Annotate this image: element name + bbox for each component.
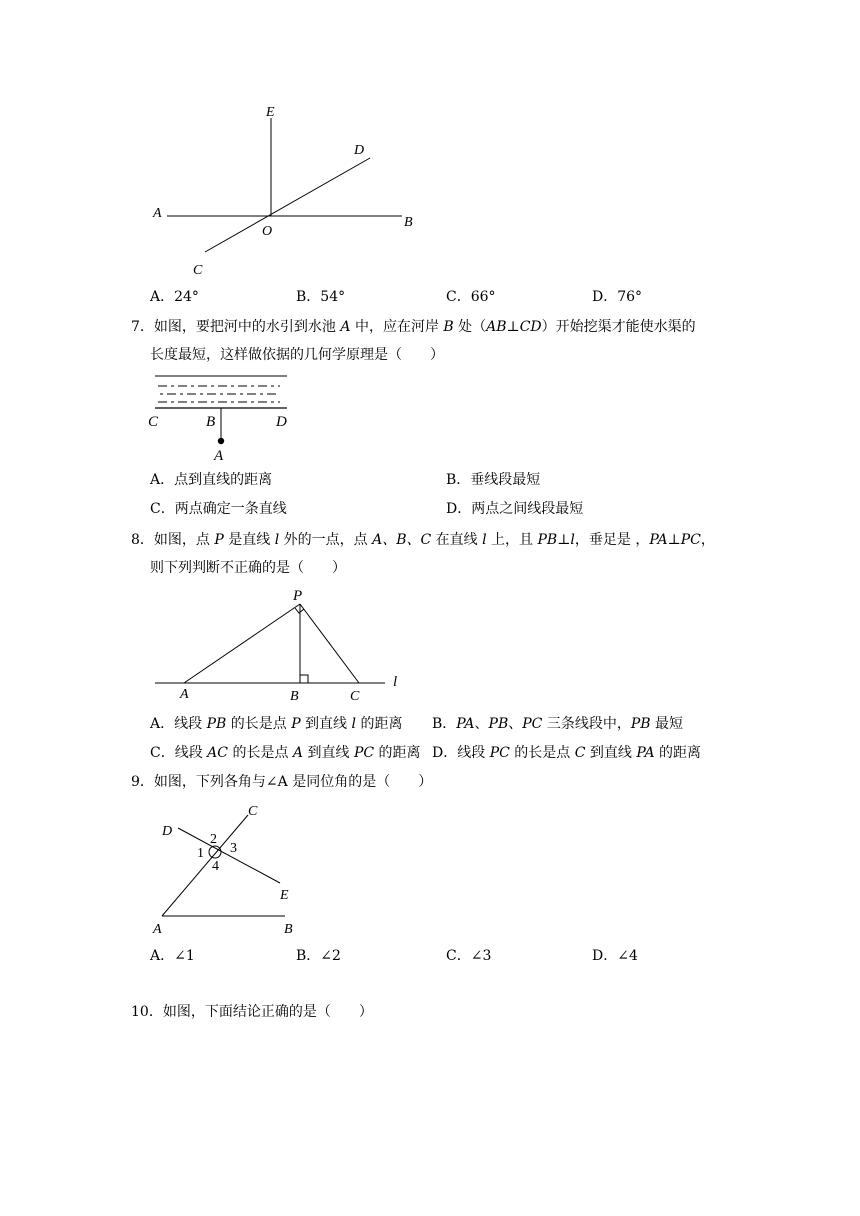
q6-label-b: B: [404, 215, 413, 230]
q9-number: 9．: [131, 774, 154, 790]
q9-line-ac: [162, 815, 248, 916]
q6-line-cd: [205, 158, 370, 252]
q8-label-c: C: [350, 689, 360, 702]
q10-question: 10．如图，下面结论正确的是（ ）: [131, 1004, 373, 1020]
q7-label-a: A: [214, 448, 224, 464]
q6-option-b: B．54°: [296, 289, 346, 305]
q7-option-c: C．两点确定一条直线: [150, 501, 287, 517]
q6-option-d: D．76°: [592, 289, 643, 305]
q8-figure: [140, 582, 410, 702]
q8-segment-pa: [184, 604, 300, 683]
q8-label-p: P: [293, 588, 303, 604]
q6-label-e: E: [266, 105, 275, 120]
q9-label-e: E: [280, 888, 289, 903]
q8-segment-pc: [300, 604, 359, 683]
q9-option-c: C．∠3: [446, 948, 492, 964]
q6-label-a: A: [153, 206, 162, 221]
q9-option-b: B．∠2: [296, 948, 341, 964]
q6-option-a: A．24°: [150, 289, 199, 305]
q9-line-de: [178, 828, 280, 883]
q9-label-c: C: [248, 804, 258, 819]
q6-label-c: C: [193, 263, 203, 278]
q8-right-angle-b: [300, 675, 308, 683]
q9-angle-1: 1: [197, 846, 204, 861]
q7-question-line2: 长度最短，这样做依据的几何学原理是（ ）: [150, 347, 444, 363]
q6-label-o: O: [262, 224, 273, 239]
q7-label-b: B: [206, 414, 216, 430]
q7-label-d: D: [276, 414, 287, 430]
q6-figure: [140, 100, 430, 280]
q6-option-c: C．66°: [446, 289, 496, 305]
q7-option-d: D．两点之间线段最短: [446, 501, 584, 517]
q7-option-b: B．垂线段最短: [446, 472, 541, 488]
q8-question-line1: 8．如图，点 P 是直线 l 外的一点，点 A、B、C 在直线 l 上，且 PB⊥l，垂足是 ，PA⊥PC，: [131, 532, 715, 548]
q9-question: 9．如图，下列各角与∠A 是同位角的是（ ）: [131, 774, 433, 790]
q10-number: 10．: [131, 1004, 163, 1020]
q7-pool-point: [218, 438, 224, 444]
q7-label-c: C: [148, 414, 159, 430]
q8-label-l: l: [393, 674, 398, 690]
q8-number: 8．: [131, 532, 154, 548]
q9-angle-4: 4: [212, 859, 219, 874]
q7-number: 7．: [131, 319, 154, 335]
q6-label-d: D: [354, 143, 365, 158]
q7-option-a: A．点到直线的距离: [150, 472, 273, 488]
q9-option-a: A．∠1: [150, 948, 195, 964]
q7-figure: [140, 370, 310, 465]
q9-label-d: D: [162, 824, 173, 839]
q8-option-a: A．线段 PB 的长是点 P 到直线 l 的距离: [150, 716, 403, 732]
q9-angle-2: 2: [210, 832, 217, 847]
q8-option-b: B．PA、PB、PC 三条线段中，PB 最短: [432, 716, 684, 732]
q8-question-line2: 则下列判断不正确的是（ ）: [150, 560, 346, 576]
q9-angle-3: 3: [230, 841, 237, 856]
q9-figure: [140, 795, 320, 940]
q9-option-d: D．∠4: [592, 948, 638, 964]
q8-option-c: C．线段 AC 的长是点 A 到直线 PC 的距离: [150, 745, 421, 761]
q8-label-b: B: [290, 689, 299, 702]
q8-label-a: A: [180, 687, 189, 702]
q9-label-b: B: [284, 922, 293, 937]
q7-question-line1: 7．如图，要把河中的水引到水池 A 中，应在河岸 B 处（AB⊥CD）开始挖渠才能使水渠的: [131, 319, 696, 335]
q8-option-d: D．线段 PC 的长是点 C 到直线 PA 的距离: [432, 745, 702, 761]
q9-label-a: A: [153, 922, 162, 937]
